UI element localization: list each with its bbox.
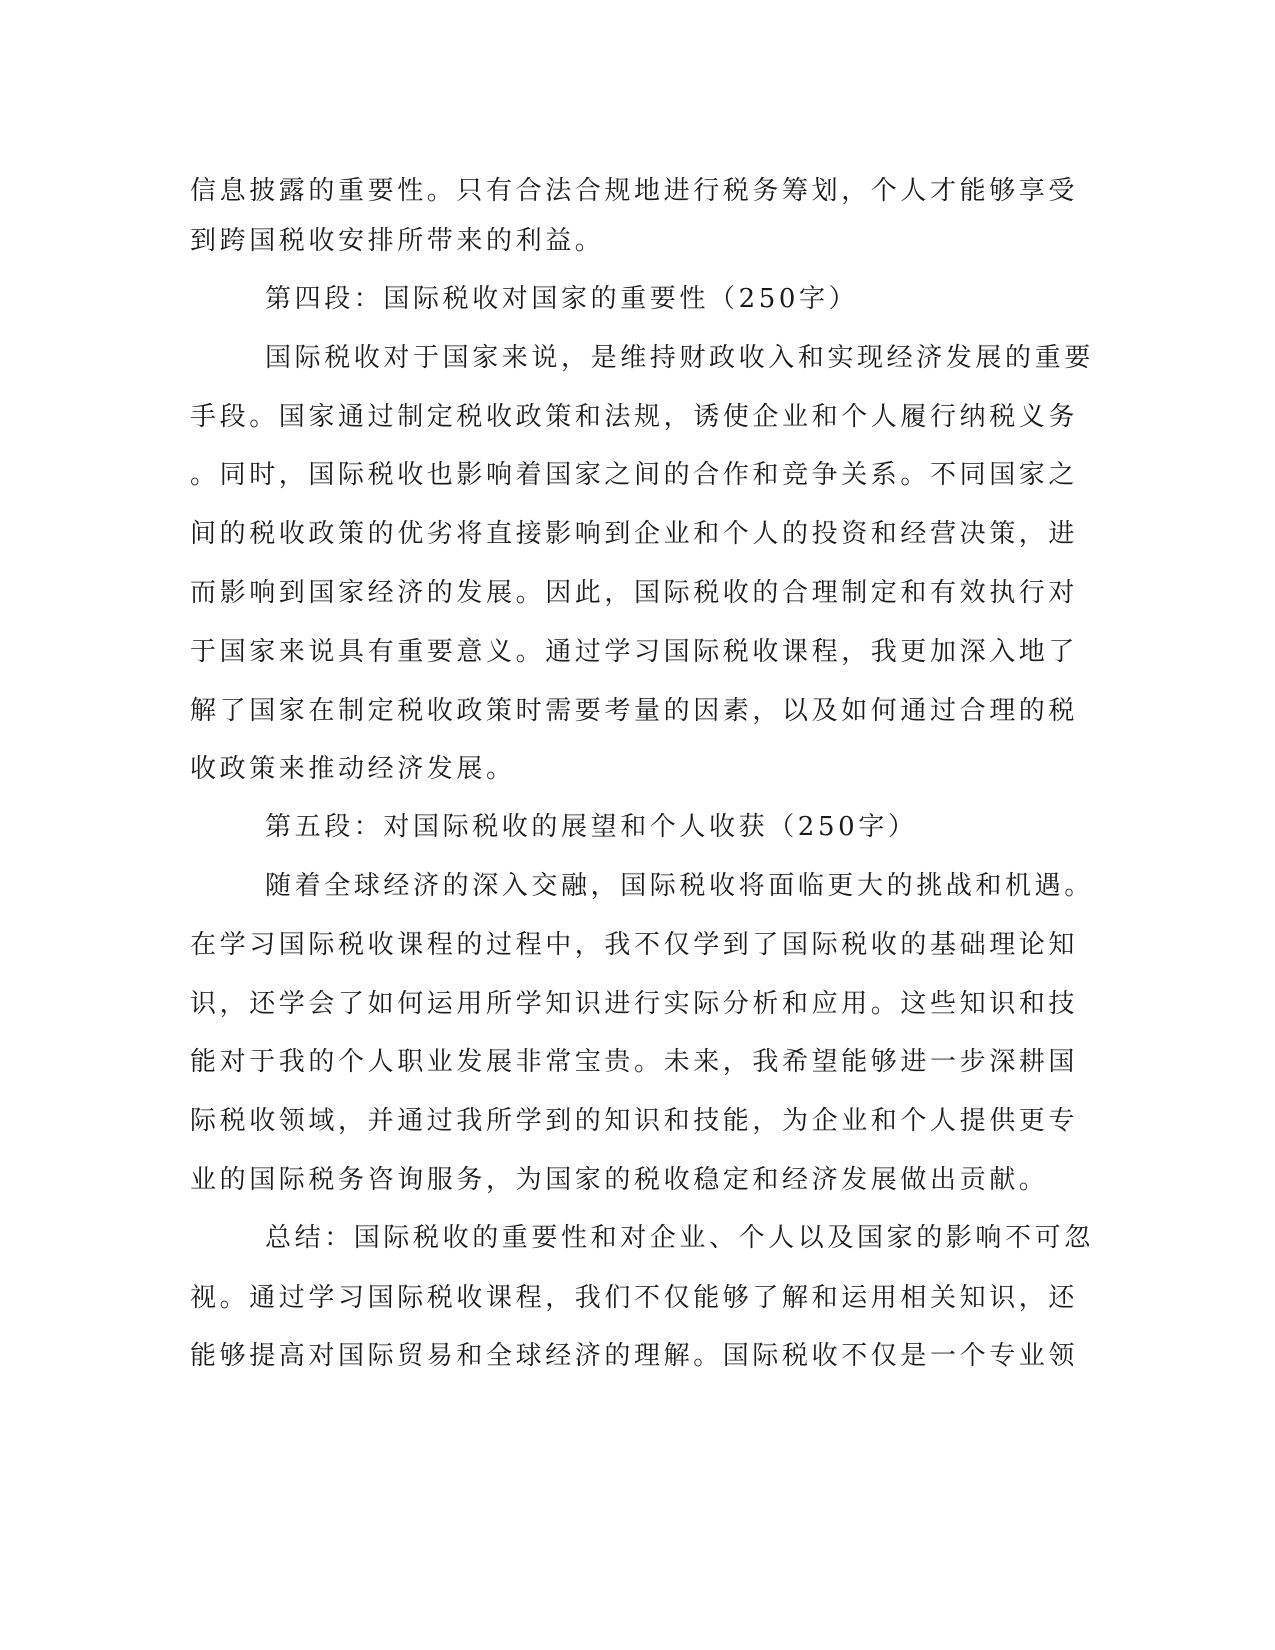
paragraph-line: 而影响到国家经济的发展。因此，国际税收的合理制定和有效执行对 (190, 578, 1079, 608)
paragraph-line: 国际税收对于国家来说，是维持财政收入和实现经济发展的重要 (265, 343, 1094, 373)
paragraph-line: 业的国际税务咨询服务，为国家的税收稳定和经济发展做出贡献。 (190, 1165, 1049, 1195)
paragraph-line: 收政策来推动经济发展。 (190, 754, 516, 784)
paragraph-line: 随着全球经济的深入交融，国际税收将面临更大的挑战和机遇。 (265, 871, 1094, 901)
paragraph-line: 到跨国税收安排所带来的利益。 (190, 226, 605, 256)
paragraph-line: 。同时，国际税收也影响着国家之间的合作和竞争关系。不同国家之 (190, 460, 1079, 490)
paragraph-line: 际税收领域，并通过我所学到的知识和技能，为企业和个人提供更专 (190, 1106, 1079, 1136)
paragraph-line: 总结：国际税收的重要性和对企业、个人以及国家的影响不可忽 (265, 1223, 1094, 1253)
paragraph-line: 信息披露的重要性。只有合法合规地进行税务筹划，个人才能够享受 (190, 176, 1079, 206)
paragraph-line: 在学习国际税收课程的过程中，我不仅学到了国际税收的基础理论知 (190, 930, 1079, 960)
paragraph-line: 解了国家在制定税收政策时需要考量的因素，以及如何通过合理的税 (190, 696, 1079, 726)
paragraph-line: 手段。国家通过制定税收政策和法规，诱使企业和个人履行纳税义务 (190, 402, 1079, 432)
paragraph-line: 能够提高对国际贸易和全球经济的理解。国际税收不仅是一个专业领 (190, 1341, 1079, 1371)
paragraph-line: 间的税收政策的优劣将直接影响到企业和个人的投资和经营决策，进 (190, 519, 1079, 549)
paragraph-line: 视。通过学习国际税收课程，我们不仅能够了解和运用相关知识，还 (190, 1283, 1079, 1313)
section-heading-5: 第五段：对国际税收的展望和个人收获（250字） (265, 812, 918, 842)
paragraph-line: 能对于我的个人职业发展非常宝贵。未来，我希望能够进一步深耕国 (190, 1047, 1079, 1077)
paragraph-line: 于国家来说具有重要意义。通过学习国际税收课程，我更加深入地了 (190, 637, 1079, 667)
section-heading-4: 第四段：国际税收对国家的重要性（250字） (265, 284, 859, 314)
paragraph-line: 识，还学会了如何运用所学知识进行实际分析和应用。这些知识和技 (190, 989, 1079, 1019)
